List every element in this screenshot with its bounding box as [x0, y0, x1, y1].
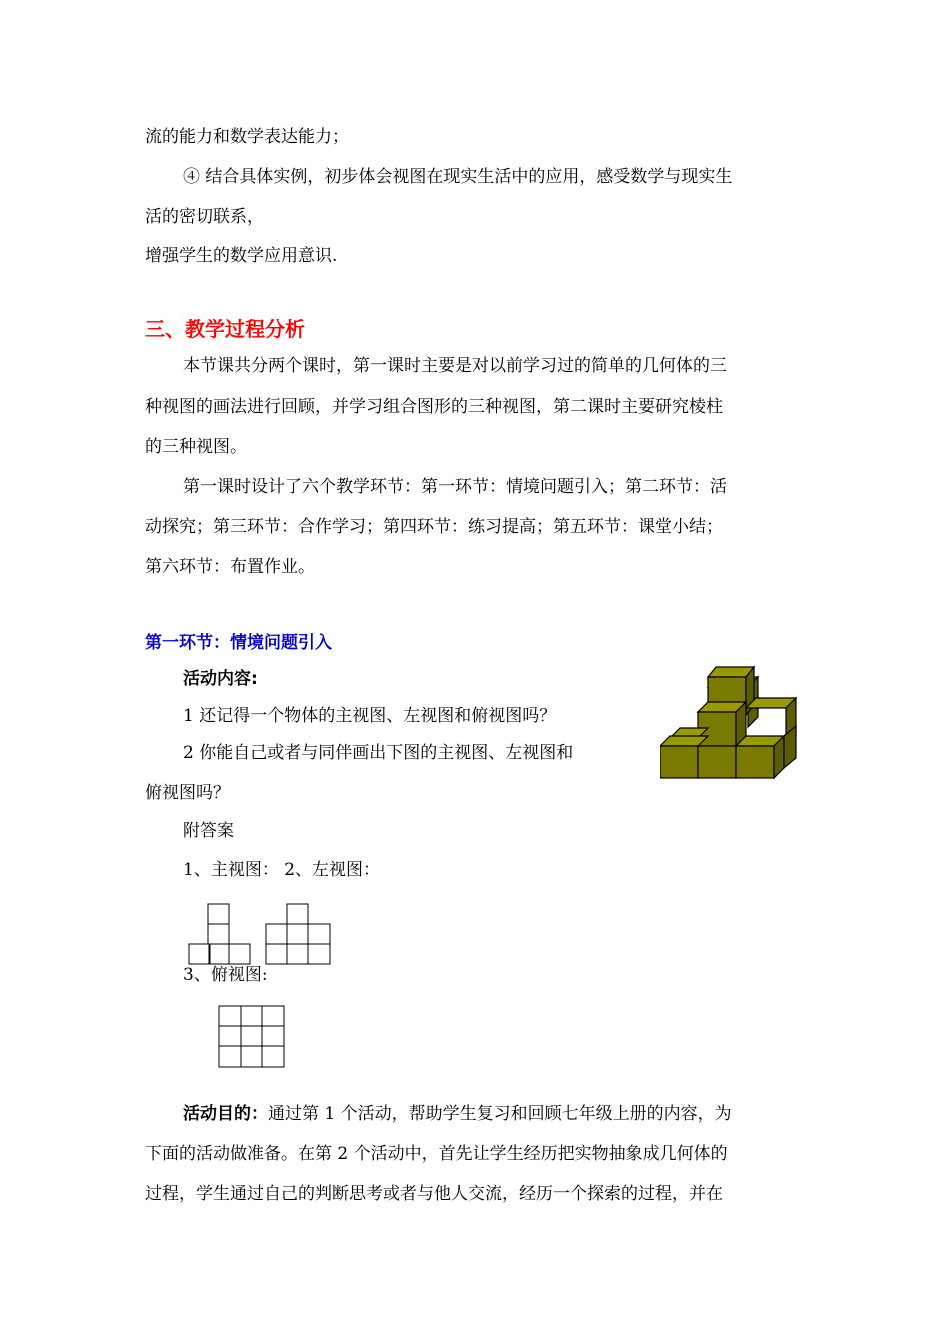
intro-line-3: 活的密切联系， — [145, 207, 264, 227]
purpose-line-1 — [183, 1103, 732, 1125]
cube-stack-icon — [660, 660, 810, 780]
top-view-label: 3、俯视图: — [183, 965, 268, 985]
top-view-grid-icon — [218, 1005, 286, 1069]
section-paragraph-1-line-1: 本节课共分两个课时，第一课时主要是对以前学习过的简单的几何体的三 — [183, 356, 727, 376]
purpose-label: 活动目的： — [183, 1104, 268, 1124]
section-heading: 三、教学过程分析 — [145, 317, 305, 341]
question-2-line-1: 2 你能自己或者与同伴画出下图的主视图、左视图和 — [183, 743, 574, 763]
front-view-grid-icon — [188, 903, 252, 967]
views-label: 1、主视图： 2、左视图： — [183, 860, 381, 880]
purpose-line-2: 下面的活动做准备。在第 2 个活动中，首先让学生经历把实物抽象成几何体的 — [145, 1144, 728, 1164]
intro-line-4: 增强学生的数学应用意识. — [145, 246, 338, 266]
activity-label: 活动内容: — [183, 669, 258, 689]
section-paragraph-2-line-3: 第六环节：布置作业。 — [145, 557, 315, 577]
section-paragraph-1-line-3: 的三种视图。 — [145, 437, 247, 457]
intro-line-1: 流的能力和数学表达能力； — [145, 127, 349, 147]
question-2-line-2: 俯视图吗？ — [145, 783, 230, 803]
section-paragraph-2-line-1: 第一课时设计了六个教学环节：第一环节：情境问题引入；第二环节：活 — [183, 477, 727, 497]
step-heading: 第一环节：情境问题引入 — [145, 633, 332, 653]
question-1: 1 还记得一个物体的主视图、左视图和俯视图吗？ — [183, 706, 557, 726]
section-paragraph-2-line-2: 动探究；第三环节：合作学习；第四环节：练习提高；第五环节：课堂小结； — [145, 517, 723, 537]
left-view-grid-icon — [265, 903, 333, 967]
intro-line-2: ④ 结合具体实例，初步体会视图在现实生活中的应用，感受数学与现实生 — [183, 167, 733, 187]
section-paragraph-1-line-2: 种视图的画法进行回顾，并学习组合图形的三种视图，第二课时主要研究棱柱 — [145, 397, 723, 417]
answer-label: 附答案 — [183, 821, 234, 841]
purpose-text-1: 通过第 1 个活动，帮助学生复习和回顾七年级上册的内容，为 — [268, 1104, 732, 1124]
purpose-line-3: 过程，学生通过自己的判断思考或者与他人交流，经历一个探索的过程，并在 — [145, 1184, 723, 1204]
